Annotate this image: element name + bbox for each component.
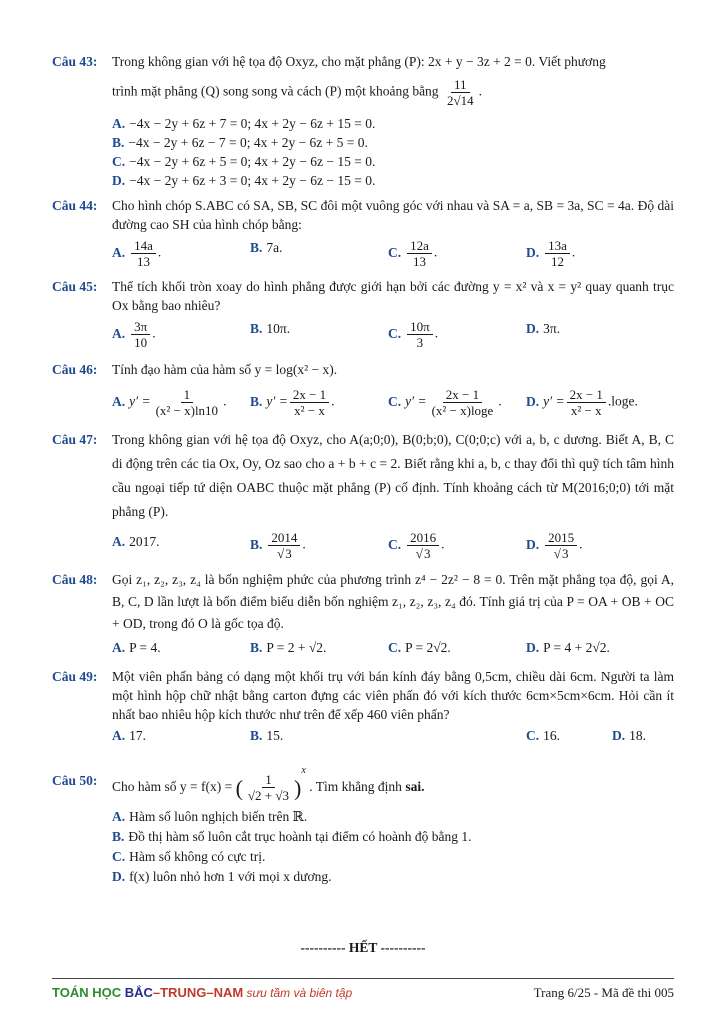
option-d[interactable]: D. P = 4 + 2√2.	[526, 640, 610, 655]
question-number: Câu 48:	[52, 572, 98, 587]
option-a[interactable]: A. 2017.	[112, 534, 160, 549]
options	[112, 637, 674, 659]
options	[112, 238, 674, 269]
options	[112, 726, 674, 745]
question-43	[52, 52, 674, 190]
option-c[interactable]: C. −4x − 2y + 6z + 5 = 0; 4x + 2y − 6z − 15 = 0.	[112, 154, 376, 169]
fraction-numerator: 11	[451, 77, 470, 93]
question-stem: Thể tích khối tròn xoay do hình phẳng được giới hạn bởi các đường y = x² và x = y² quay quanh trục Ox bằng bao nhiêu?	[112, 279, 674, 313]
exponent: x	[301, 765, 306, 776]
fraction	[444, 77, 477, 108]
option-a[interactable]: A. y′ = $\frac{1}{\text{(x² − x)ln10}}$ .	[112, 387, 227, 418]
option-b[interactable]: B. −4x − 2y + 6z − 7 = 0; 4x + 2y − 6z + 5 = 0.	[112, 135, 368, 150]
question-number: Câu 49:	[52, 669, 98, 684]
option-d[interactable]: D. 18.	[612, 728, 646, 743]
question-48	[52, 569, 674, 659]
option-c[interactable]: C. $\frac{12a}{13}$ .	[388, 238, 438, 269]
options	[112, 530, 674, 561]
option-c[interactable]: C. 16.	[526, 728, 560, 743]
fraction: $\frac{10\pi}{3}$	[407, 319, 433, 350]
option-a[interactable]: A. $\frac{3\pi}{10}$ .	[112, 319, 156, 350]
fraction: $\frac{2016}{√3}$	[407, 530, 439, 561]
question-stem: Một viên phấn bảng có dạng một khối trụ với bán kính đáy bằng 0,5cm, chiều dài 6cm. Người ta làm một hình hộp chữ nhật bằng carton đựng các viên phấn đó với kích thước 6cm×5cm×6cm. Hỏi cần ít nhất bao nhiêu hộp kích thước như trên để xếp 460 viên phấn?	[112, 669, 674, 722]
fraction: $\frac{2014}{√3}$	[268, 530, 300, 561]
option-b[interactable]: B. y′ = $\frac{2x - 1}{\text{x² − x}}$ .	[250, 387, 335, 418]
option-c[interactable]: C. $\frac{10\pi}{3}$ .	[388, 319, 439, 350]
option-c[interactable]: C. $\frac{2016}{√3}$ .	[388, 530, 445, 561]
question-number: Câu 44:	[52, 198, 98, 213]
option-a[interactable]: A. Hàm số luôn nghịch biến trên ℝ.	[112, 809, 308, 825]
question-44	[52, 196, 674, 269]
stem-emphasis: sai.	[405, 779, 425, 794]
option-b[interactable]: B. P = 2 + √2.	[250, 640, 327, 655]
fraction: $\frac{2015}{√3}$	[545, 530, 577, 561]
option-d[interactable]: D. f(x) luôn nhỏ hơn 1 với mọi x dương.	[112, 869, 332, 885]
fraction-denominator: 2√14	[446, 93, 474, 108]
option-b[interactable]: B. $\frac{2014}{√3}$ .	[250, 530, 306, 561]
stem-text: Cho hàm số y = f(x) =	[112, 779, 233, 794]
option-c[interactable]: C. P = 2√2.	[388, 640, 451, 655]
question-50	[52, 761, 674, 887]
options	[112, 319, 674, 350]
question-number: Câu 47:	[52, 432, 98, 447]
question-stem: Cho hàm số y = f(x) = ( $\frac{1}{√2 + √3}$ )$^x$ . Tìm khẳng định sai.	[112, 765, 425, 804]
question-number: Câu 43:	[52, 54, 98, 69]
question-stem	[112, 52, 674, 108]
option-b[interactable]: B. 15.	[250, 728, 284, 743]
question-stem: Cho hình chóp S.ABC có SA, SB, SC đôi một vuông góc với nhau và SA = a, SB = 3a, SC = 4a. Độ dài đường cao SH của hình chóp bằng:	[112, 198, 674, 232]
page-footer	[52, 978, 674, 1000]
options	[112, 114, 674, 190]
stem-text: trình mặt phẳng (Q) song song và cách (P) một khoảng bằng	[112, 83, 439, 99]
option-d[interactable]: D. $\frac{2015}{√3}$ .	[526, 530, 583, 561]
options	[112, 387, 674, 418]
option-a[interactable]: A. −4x − 2y + 6z + 7 = 0; 4x + 2y − 6z + 15 = 0.	[112, 116, 376, 131]
fraction: $\frac{1}{\text{(x² − x)ln10}}$	[155, 387, 219, 418]
question-number: Câu 50:	[52, 773, 98, 788]
fraction: $\frac{1}{√2 + √3}$	[247, 772, 290, 804]
option-b[interactable]: B. Đồ thị hàm số luôn cắt trục hoành tại điểm có hoành độ bằng 1.	[112, 829, 472, 845]
option-d[interactable]: D. y′ = $\frac{2x - 1}{\text{x² − x}}$ .loge.	[526, 387, 638, 418]
fraction: $\frac{13a}{12}$	[545, 238, 570, 269]
options	[112, 807, 674, 887]
fraction: $\frac{2x - 1}{\text{(x² − x)loge}}$	[431, 387, 494, 418]
question-46	[52, 360, 674, 418]
question-47	[52, 428, 674, 561]
brand-logo: TOÁN HỌC BẮC–TRUNG–NAM sưu tầm và biên tập	[52, 985, 353, 1000]
option-a[interactable]: A. 17.	[112, 728, 146, 743]
option-d[interactable]: D. −4x − 2y + 6z + 3 = 0; 4x + 2y − 6z − 15 = 0.	[112, 173, 376, 188]
fraction: $\frac{12a}{13}$	[407, 238, 432, 269]
question-number: Câu 45:	[52, 279, 98, 294]
exam-page	[52, 52, 674, 887]
page-number: Trang 6/25 - Mã đề thi 005	[533, 985, 674, 1000]
fraction: $\frac{2x - 1}{\text{x² − x}}$	[567, 387, 606, 418]
stem-line: Trong không gian với hệ tọa độ Oxyz, cho mặt phẳng (P): 2x + y − 3z + 2 = 0. Viết phương	[112, 54, 606, 69]
question-stem: Gọi z₁, z₂, z₃, z₄ là bốn nghiệm phức của phương trình z⁴ − 2z² − 8 = 0. Trên mặt phẳng tọa độ, gọi A, B, C, D lần lượt là bốn điểm biểu diễn bốn nghiệm z₁, z₂, z₃, z₄ đó. Tính giá trị của P = OA + OB + OC + OD, trong đó O là gốc tọa độ.	[112, 572, 674, 631]
option-a[interactable]: A. $\frac{14a}{13}$ .	[112, 238, 162, 269]
question-49	[52, 667, 674, 745]
option-b[interactable]: B. 7a.	[250, 240, 283, 255]
stem-text: . Tìm khẳng định	[309, 779, 402, 794]
question-45	[52, 277, 674, 350]
option-d[interactable]: D. $\frac{13a}{12}$ .	[526, 238, 576, 269]
stem-line: trình mặt phẳng (Q) song song và cách (P) một khoảng bằng $\frac{11}{2√14}$ .	[112, 77, 482, 108]
fraction: $\frac{3\pi}{10}$	[131, 319, 150, 350]
option-b[interactable]: B. 10π.	[250, 321, 291, 336]
option-c[interactable]: C. Hàm số không có cực trị.	[112, 849, 266, 865]
fraction: $\frac{2x - 1}{\text{x² − x}}$	[290, 387, 329, 418]
end-marker: ---------- HẾT ----------	[300, 940, 426, 955]
question-number: Câu 46:	[52, 362, 98, 377]
fraction: $\frac{14a}{13}$	[131, 238, 156, 269]
option-a[interactable]: A. P = 4.	[112, 640, 161, 655]
question-stem: Trong không gian với hệ tọa độ Oxyz, cho A(a;0;0), B(0;b;0), C(0;0;c) với a, b, c dương. Biết A, B, C di động trên các tia Ox, Oy, Oz sao cho a + b + c = 2. Biết rằng khi a, b, c thay đổi thì quỹ tích tâm hình cầu ngoại tiếp tứ diện OABC thuộc mặt phẳng (P) cố định. Tính khoảng cách từ M(2016;0;0) tới mặt phẳng (P).	[112, 432, 674, 519]
option-c[interactable]: C. y′ = $\frac{2x - 1}{\text{(x² − x)loge}}$ .	[388, 387, 502, 418]
question-stem: Tính đạo hàm của hàm số y = log(x² − x).	[112, 362, 338, 377]
option-d[interactable]: D. 3π.	[526, 321, 561, 336]
